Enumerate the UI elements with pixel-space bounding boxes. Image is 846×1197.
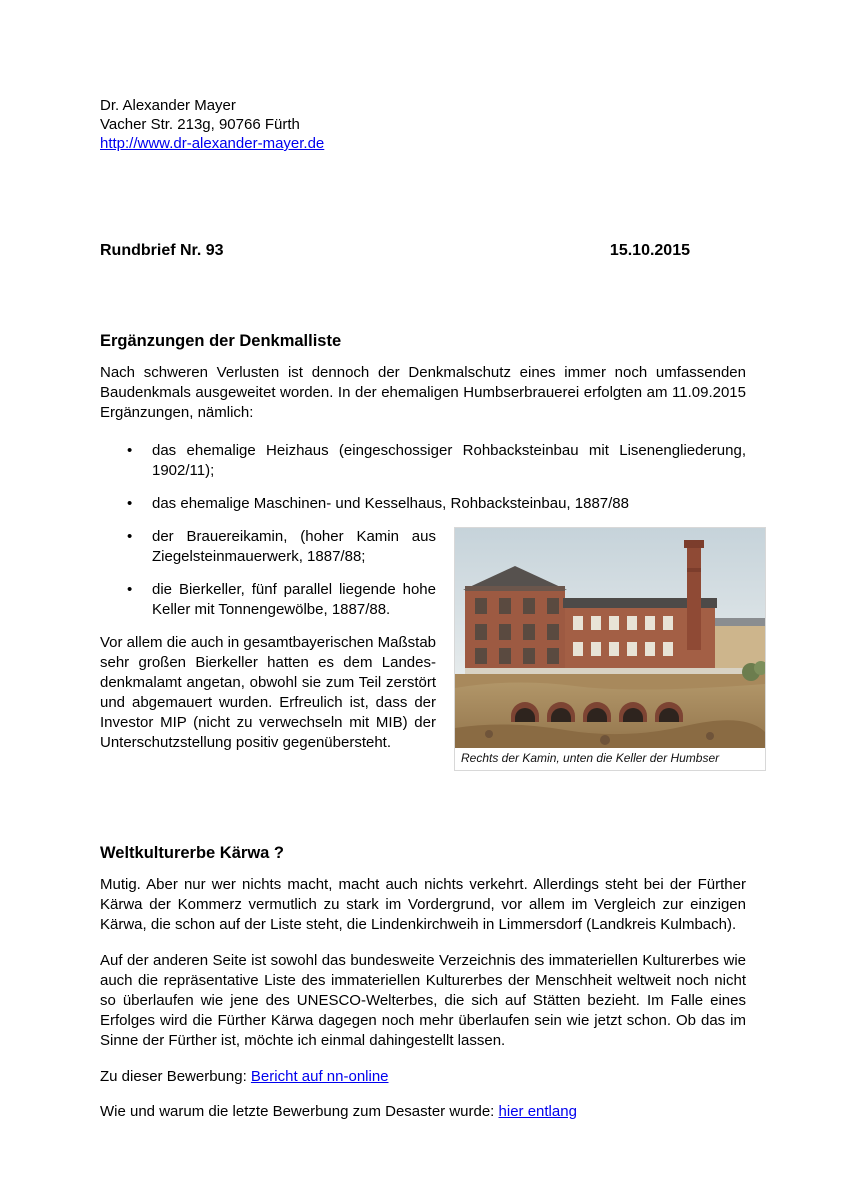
list-item-text: das ehemalige Heizhaus (eingeschossiger Rohbacksteinbau mit Lisenengliederung, 1902/11); <box>152 442 746 479</box>
list-item <box>100 494 746 514</box>
list-item-text: der Brauereikamin, (hoher Kamin aus Ziegelsteinmauerwerk, 1887/88; <box>152 528 436 565</box>
application-link-prefix: Zu dieser Bewerbung: <box>100 1068 251 1085</box>
title-row <box>100 241 746 261</box>
section2-heading: Weltkulturerbe Kärwa ? <box>100 844 284 862</box>
list-item <box>100 580 746 620</box>
bullet-icon: • <box>127 528 133 545</box>
application-link-line <box>100 1067 746 1087</box>
nn-online-report-link[interactable]: Bericht auf nn-online <box>250 1068 389 1085</box>
bullet-icon: • <box>127 495 133 512</box>
list-item <box>100 441 746 481</box>
sender-name: Dr. Alexander Mayer <box>100 97 236 114</box>
desaster-link-prefix: Wie und warum die letzte Bewerbung zum Desaster wurde: <box>100 1103 499 1120</box>
bullet-icon: • <box>127 581 133 598</box>
section-weltkulturerbe <box>100 781 746 1122</box>
section1-paragraph: Vor allem die auch in gesamtbayerischen Maßstab sehr großen Bierkeller hatten es dem Landes-denkmalamt angetan, obwohl sie zum Teil zerstört und abgemauert wurden. Erfreulich ist, dass der Investor MIP (nicht zu verwechseln mit MIB) der Unterschutzstellung positiv gegenübersteht. <box>100 634 437 751</box>
photo-caption: Rechts der Kamin, unten die Keller der Humbser <box>461 751 720 765</box>
sender-address: Vacher Str. 213g, 90766 Fürth <box>100 116 300 133</box>
desaster-link-line <box>100 1102 746 1122</box>
sender-block <box>100 96 746 153</box>
section1-heading: Ergänzungen der Denkmalliste <box>100 332 342 350</box>
section1-intro: Nach schweren Verlusten ist dennoch der Denkmalschutz eines immer noch umfassenden Baudenkmals ausgeweitet worden. In der ehemaligen Humbserbrauerei erfolgten am 11.09.2015 Ergänzungen, nämlich: <box>100 364 746 421</box>
list-item-text: die Bierkeller, fünf parallel liegende hohe Keller mit Tonnengewölbe, 1887/88. <box>152 581 436 618</box>
section-denkmalliste <box>100 331 746 765</box>
sender-website-link[interactable]: http://www.dr-alexander-mayer.de <box>100 135 325 152</box>
list-item-text: das ehemalige Maschinen- und Kesselhaus, Rohbacksteinbau, 1887/88 <box>152 495 629 512</box>
document-title: Rundbrief Nr. 93 <box>100 242 224 259</box>
bullet-icon: • <box>127 442 133 459</box>
hier-entlang-link[interactable]: hier entlang <box>498 1103 577 1120</box>
section2-para1: Mutig. Aber nur wer nichts macht, macht auch nichts verkehrt. Allerdings steht bei der Fürther Kärwa der Kommerz vermutlich zu stark im Vordergrund, vor allem im Vergleich zur einzigen Kärwa, die schon auf der Liste steht, die Lindenkirchweih in Limmersdorf (Landkreis Kulmbach). <box>100 876 746 933</box>
list-item <box>100 527 746 567</box>
section2-para2: Auf der anderen Seite ist sowohl das bundesweite Verzeichnis des immateriellen Kulturerbes wie auch die repräsentative Liste des immateriellen Kulturerbes der Menschheit weltweit noch nicht so überlaufen wie jene des UNESCO-Welterbes, die sich auf Stätten bezieht. Im Falle eines Erfolges wird die Fürther Kärwa dagegen noch mehr überlaufen sein wie jetzt schon. Ob das im Sinne der Fürther ist, möchte ich einmal dahingestellt lassen. <box>100 952 746 1049</box>
document-date: 15.10.2015 <box>609 242 690 259</box>
